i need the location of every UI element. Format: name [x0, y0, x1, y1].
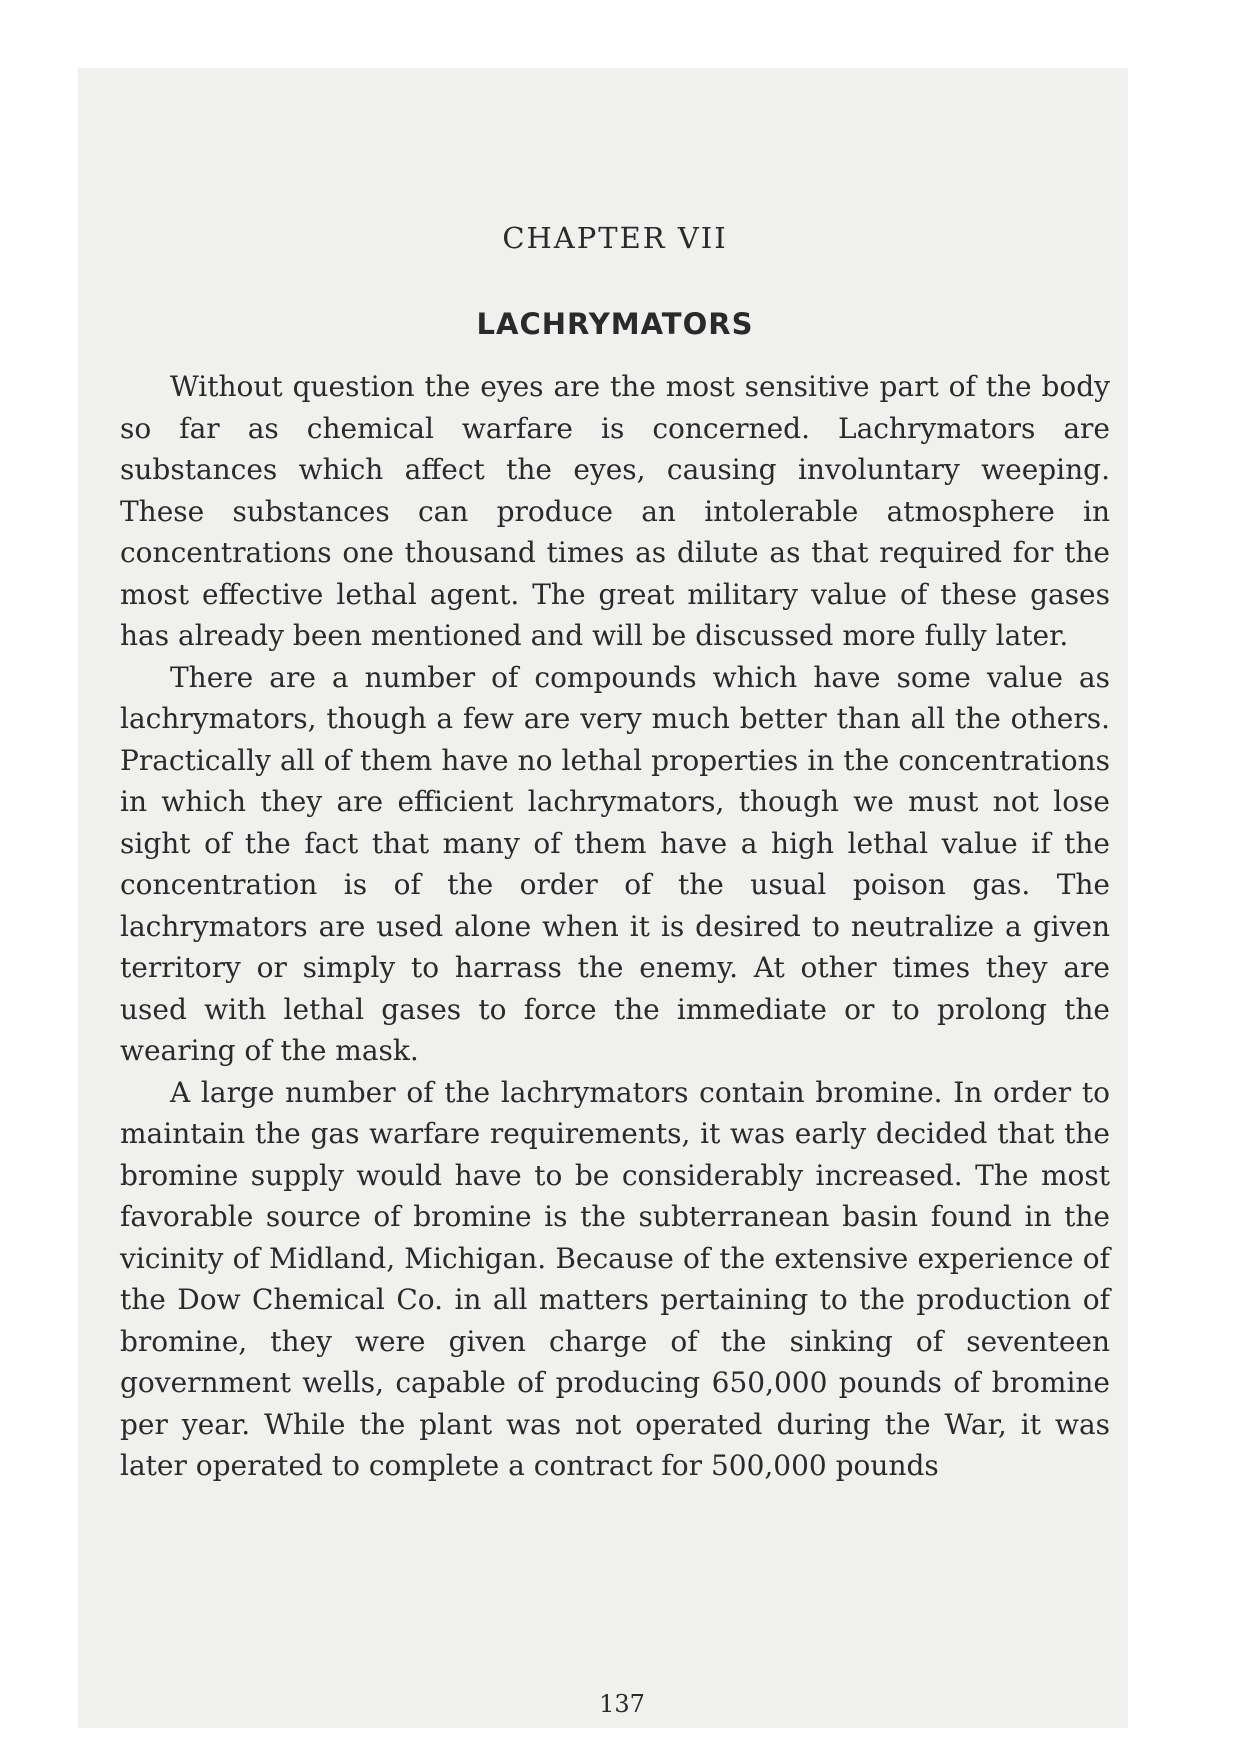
chapter-title: LACHRYMATORS	[476, 307, 754, 341]
paragraph: Without question the eyes are the most sensitive part of the body so far as chemical warfare is concerned. Lachrymators are substances which affect the eyes, causing involuntary weeping. These substances can produce an intolerable atmosphere in concentrations one thousand times as dilute as that required for the most effective lethal agent. The great military value of these gases has already been mentioned and will be discussed more fully later.	[120, 370, 1110, 652]
body-text	[120, 366, 1110, 1487]
page-number: 137	[599, 1690, 645, 1718]
chapter-heading: CHAPTER VII	[502, 221, 728, 255]
paragraph: There are a number of compounds which have some value as lachrymators, though a few are very much better than all the others. Practically all of them have no lethal properties in the concentrations in which they are efficient lachrymators, though we must not lose sight of the fact that many of them have a high lethal value if the concentration is of the order of the usual poison gas. The lachrymators are used alone when it is desired to neutralize a given territory or simply to harrass the enemy. At other times they are used with lethal gases to force the immediate or to prolong the wearing of the mask.	[120, 660, 1110, 1067]
page-content	[120, 160, 1110, 1487]
paragraph: A large number of the lachrymators contain bromine. In order to maintain the gas warfare requirements, it was early decided that the bromine supply would have to be considerably increased. The most favorable source of bromine is the subterranean basin found in the vicinity of Midland, Michigan. Because of the extensive experience of the Dow Chemical Co. in all matters pertaining to the production of bromine, they were given charge of the sinking of seventeen government wells, capable of producing 650,000 pounds of bromine per year. While the plant was not operated during the War, it was later operated to complete a contract for 500,000 pounds	[120, 1075, 1110, 1482]
